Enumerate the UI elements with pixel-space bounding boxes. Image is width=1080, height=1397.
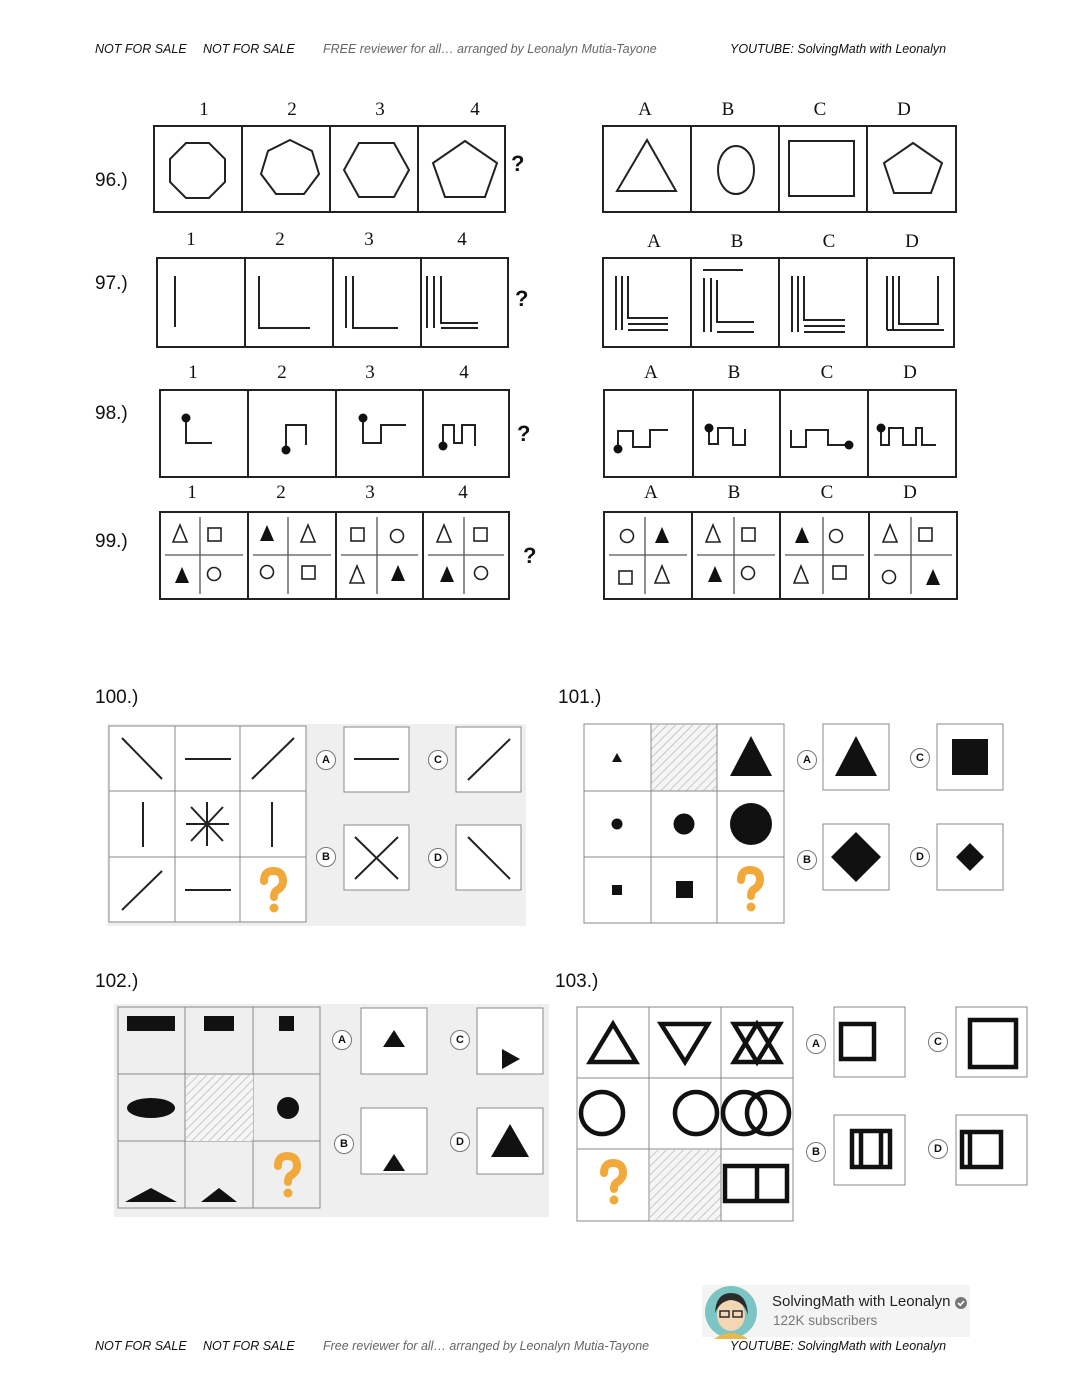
option-badge-d[interactable]: D bbox=[450, 1132, 470, 1152]
seq-label-4: 4 bbox=[457, 229, 467, 250]
verified-check-icon bbox=[954, 1296, 968, 1310]
hatched-cell bbox=[651, 725, 717, 791]
question-number-101: 101.) bbox=[558, 687, 602, 708]
header-not-for-sale-1: NOT FOR SALE bbox=[95, 42, 187, 56]
option-label-a: A bbox=[644, 482, 658, 503]
hatched-cell bbox=[186, 1075, 253, 1141]
option-badge-d[interactable]: D bbox=[428, 848, 448, 868]
seq-label-2: 2 bbox=[277, 362, 287, 383]
option-badge-d[interactable]: D bbox=[910, 847, 930, 867]
option-label-b: B bbox=[727, 362, 741, 383]
option-badge-a[interactable]: A bbox=[316, 750, 336, 770]
question-number-99: 99.) bbox=[95, 531, 128, 552]
option-badge-c[interactable]: C bbox=[450, 1030, 470, 1050]
hatched-cell bbox=[650, 1150, 721, 1220]
option-label-a: A bbox=[638, 99, 652, 120]
seq-label-3: 3 bbox=[365, 362, 375, 383]
option-label-c: C bbox=[813, 99, 827, 120]
option-label-b: B bbox=[721, 99, 735, 120]
seq-label-3: 3 bbox=[364, 229, 374, 250]
seq-label-4: 4 bbox=[470, 99, 480, 120]
seq-label-2: 2 bbox=[276, 482, 286, 503]
option-badge-c[interactable]: C bbox=[428, 750, 448, 770]
question-number-102: 102.) bbox=[95, 971, 139, 992]
option-label-d: D bbox=[903, 362, 917, 383]
seq-label-4: 4 bbox=[459, 362, 469, 383]
footer-youtube: YOUTUBE: SolvingMath with Leonalyn bbox=[730, 1339, 947, 1353]
seq-label-2: 2 bbox=[287, 99, 297, 120]
question-mark: ? bbox=[517, 421, 531, 446]
question-number-100: 100.) bbox=[95, 687, 139, 708]
option-label-c: C bbox=[820, 482, 834, 503]
footer-credit: Free reviewer for all… arranged by Leonalyn Mutia-Tayone bbox=[323, 1339, 650, 1353]
question-number-96: 96.) bbox=[95, 170, 128, 191]
option-badge-b[interactable]: B bbox=[316, 847, 336, 867]
header-not-for-sale-2: NOT FOR SALE bbox=[203, 42, 295, 56]
question-mark: ? bbox=[523, 543, 537, 568]
question-number-103: 103.) bbox=[555, 971, 599, 992]
channel-name[interactable]: SolvingMath with Leonalyn bbox=[772, 1293, 951, 1310]
header-credit: FREE reviewer for all… arranged by Leonalyn Mutia-Tayone bbox=[323, 42, 657, 56]
option-label-b: B bbox=[730, 231, 744, 252]
option-badge-b[interactable]: B bbox=[806, 1142, 826, 1162]
option-label-b: B bbox=[727, 482, 741, 503]
option-label-d: D bbox=[903, 482, 917, 503]
question-number-97: 97.) bbox=[95, 273, 128, 294]
seq-label-1: 1 bbox=[199, 99, 209, 120]
option-label-d: D bbox=[905, 231, 919, 252]
seq-label-2: 2 bbox=[275, 229, 285, 250]
footer-not-for-sale-1: NOT FOR SALE bbox=[95, 1339, 187, 1353]
option-label-c: C bbox=[820, 362, 834, 383]
option-badge-b[interactable]: B bbox=[797, 850, 817, 870]
seq-label-1: 1 bbox=[186, 229, 196, 250]
option-label-d: D bbox=[897, 99, 911, 120]
option-label-a: A bbox=[647, 231, 661, 252]
question-mark: ? bbox=[511, 151, 525, 176]
option-badge-a[interactable]: A bbox=[806, 1034, 826, 1054]
option-badge-a[interactable]: A bbox=[332, 1030, 352, 1050]
footer-not-for-sale-2: NOT FOR SALE bbox=[203, 1339, 295, 1353]
channel-avatar[interactable] bbox=[704, 1285, 760, 1341]
question-mark: ? bbox=[515, 286, 529, 311]
option-badge-c[interactable]: C bbox=[928, 1032, 948, 1052]
seq-label-1: 1 bbox=[187, 482, 197, 503]
seq-label-4: 4 bbox=[458, 482, 468, 503]
option-badge-d[interactable]: D bbox=[928, 1139, 948, 1159]
option-label-c: C bbox=[822, 231, 836, 252]
option-badge-b[interactable]: B bbox=[334, 1134, 354, 1154]
seq-label-3: 3 bbox=[375, 99, 385, 120]
header-youtube: YOUTUBE: SolvingMath with Leonalyn bbox=[730, 42, 947, 56]
option-badge-a[interactable]: A bbox=[797, 750, 817, 770]
seq-label-1: 1 bbox=[188, 362, 198, 383]
option-badge-c[interactable]: C bbox=[910, 748, 930, 768]
option-label-a: A bbox=[644, 362, 658, 383]
question-number-98: 98.) bbox=[95, 403, 128, 424]
channel-subscribers: 122K subscribers bbox=[773, 1313, 878, 1328]
seq-label-3: 3 bbox=[365, 482, 375, 503]
